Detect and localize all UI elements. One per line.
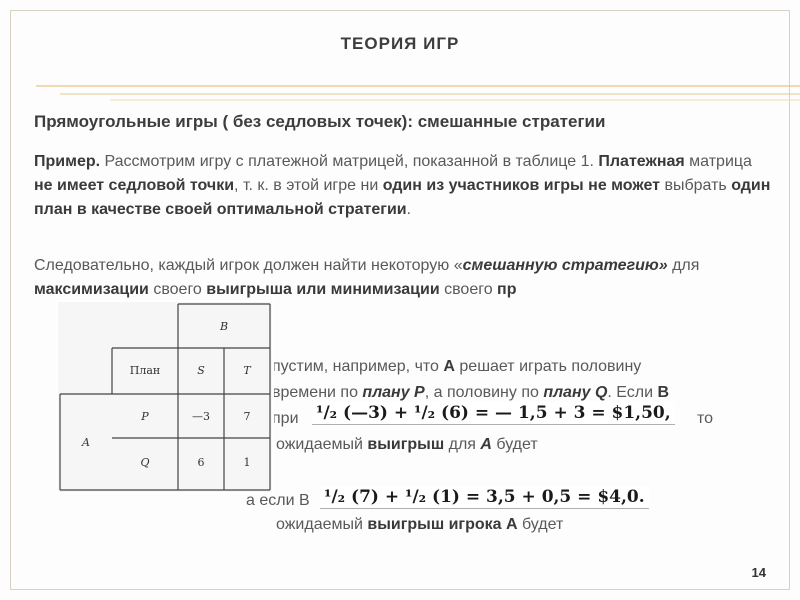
side-line-1: [272, 358, 641, 376]
text: то: [692, 410, 713, 427]
row-q-label: Q: [140, 456, 150, 469]
side-line-4: [276, 436, 538, 454]
text: пустим, например, что: [272, 358, 444, 375]
text: для: [667, 257, 700, 274]
text: ожидаемый: [276, 516, 368, 533]
text: .: [406, 201, 412, 218]
cell-q-t: 1: [243, 456, 251, 469]
text: времени по: [272, 384, 363, 401]
cell-q-s: 6: [197, 456, 205, 469]
text-bold-italic: плану Q: [543, 384, 608, 401]
text-bold: один из участников игры не может: [382, 177, 661, 194]
text-bold-italic: смешанную стратегию»: [462, 257, 668, 274]
text-bold: B: [657, 384, 670, 401]
text: своего: [439, 281, 498, 298]
text: В: [298, 492, 310, 509]
player-b-label: B: [219, 320, 229, 333]
text-bold: пр: [497, 281, 517, 298]
page-number: 14: [751, 565, 766, 580]
text: будет: [517, 516, 564, 533]
text: , т. к. в этой игре ни: [234, 177, 383, 194]
text: Следовательно, каждый игрок должен найти некоторую «: [34, 257, 463, 274]
text-bold: Платежная: [598, 153, 685, 170]
text-bold: выигрыш: [367, 436, 445, 453]
text-bold: Пример.: [34, 153, 101, 170]
text: будет: [491, 436, 538, 453]
text: а если: [246, 492, 299, 509]
text-bold: один план в качестве своей оптимальной стратегии: [34, 177, 771, 218]
plan-header: План: [129, 364, 161, 377]
slide-subtitle: Прямоугольные игры ( без седловых точек): смешанные стратегии: [34, 112, 606, 131]
text: Рассмотрим игру с платежной матрицей, показанной в таблице 1.: [100, 153, 599, 170]
player-a-label: A: [82, 436, 90, 449]
text: при: [272, 410, 299, 427]
text-bold: А: [443, 358, 455, 375]
side-line-5: [246, 492, 310, 510]
text: , а половину по: [424, 384, 544, 401]
formula-case-b-chooses-t: ¹/₂ (7) + ¹/₂ (1) = 3,5 + 0,5 = $4,0.: [320, 486, 649, 509]
payoff-matrix-grid: [58, 302, 272, 492]
text: матрица: [684, 153, 752, 170]
cell-p-s: —3: [192, 410, 210, 423]
text: своего: [148, 281, 207, 298]
side-line-6: [276, 516, 563, 534]
text-bold: выигрыш игрока А: [367, 516, 518, 533]
paragraph-mixed-strategy: [34, 254, 774, 302]
slide-title: ТЕОРИЯ ИГР: [340, 34, 460, 53]
text-bold: выигрыша или минимизации: [206, 281, 440, 298]
paragraph-example: [34, 150, 774, 222]
text-bold: не имеет седловой точки: [34, 177, 235, 194]
row-p-label: P: [141, 410, 149, 423]
text: ожидаемый: [276, 436, 368, 453]
text: решает играть половину: [454, 358, 642, 375]
text-bold: максимизации: [34, 281, 149, 298]
text-bold-italic: А: [480, 436, 492, 453]
payoff-matrix: [58, 302, 272, 492]
formula-case-b-chooses-s: ¹/₂ (—3) + ¹/₂ (6) = — 1,5 + 3 = $1,50,: [312, 402, 675, 425]
text: выбрать: [660, 177, 732, 194]
column-s-label: S: [197, 364, 205, 377]
cell-p-t: 7: [243, 410, 251, 423]
text: для: [444, 436, 481, 453]
side-line-2: [272, 384, 669, 402]
text: . Если: [607, 384, 658, 401]
text-bold-italic: плану P: [362, 384, 425, 401]
column-t-label: T: [243, 364, 251, 377]
